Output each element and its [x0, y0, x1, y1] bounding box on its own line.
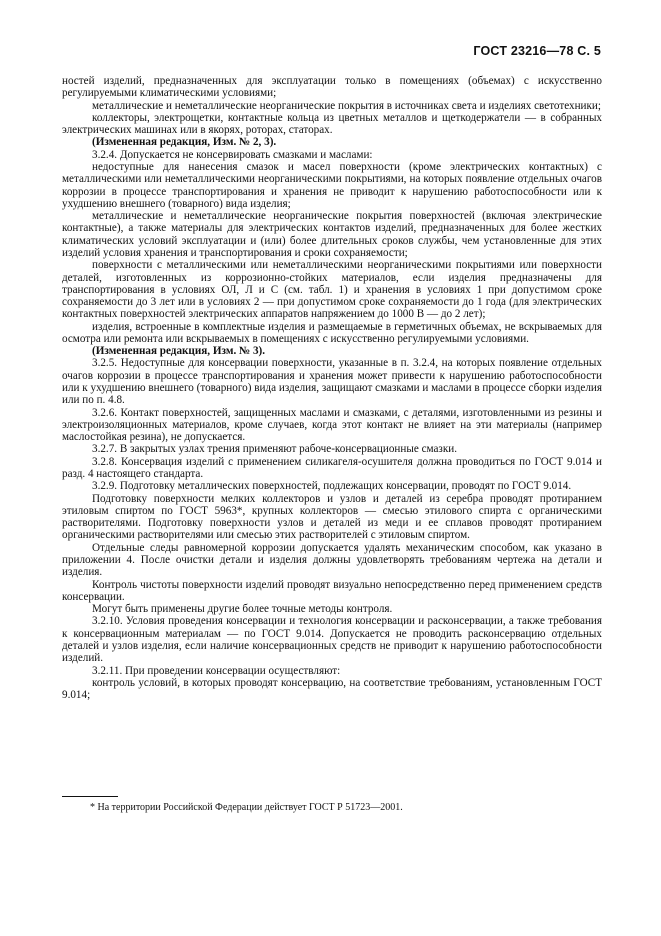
body-paragraph: металлические и неметаллические неорганические покрытия в источниках света и изделиях светотехники; — [92, 99, 601, 112]
body-paragraph: 3.2.10. Условия проведения консервации и технология консервации и расконсервации, а также требования к консервационным материалам — по ГОСТ 9.014. Допускается не проводить расконсервацию отдельных деталей и узлов изделия, если наличие консервационных средств не приводит к нарушению работоспособности изделий. — [62, 615, 602, 665]
body-paragraph: Могут быть применены другие более точные методы контроля. — [92, 603, 393, 616]
body-text — [62, 75, 602, 701]
body-paragraph: Контроль чистоты поверхности изделий проводят визуально непосредственно перед применением средств консервации. — [62, 578, 602, 603]
body-paragraph: Отдельные следы равномерной коррозии допускается удалять механическим способом, как указано в приложении 4. После очистки детали и изделия должны удовлетворять требованиям чертежа на детали и изделия. — [62, 541, 602, 579]
body-paragraph: 3.2.9. Подготовку металлических поверхностей, подлежащих консервации, проводят по ГОСТ 9.014. — [92, 480, 572, 493]
body-paragraph: коллекторы, электрощетки, контактные кольца из цветных металлов и щеткодержатели — в собранных электрических машинах или в якорях, роторах, статорах. — [62, 111, 602, 137]
body-paragraph: Подготовку поверхности мелких коллекторов и узлов и деталей из серебра проводят протиранием этиловым спиртом по ГОСТ 5963*, крупных коллекторов — смесью этилового спирта с органическими растворителями. Подготовку поверхности узлов и деталей из меди и ее сплавов проводят протиранием органическими растворителями или смесью этих растворителей с этиловым спиртом. — [62, 492, 602, 542]
body-paragraph: 3.2.11. При проведении консервации осуществляют: — [92, 664, 341, 677]
body-paragraph: недоступные для нанесения смазок и масел поверхности (кроме электрических контактных) с металлическими или неметаллическими неорганическими покрытиями, на которых появление отдельных очагов коррозии в процессе транспортирования и хранения не приводит к нарушению работоспособности или к ухудшению внешнего (товарного) вида изделия; — [62, 160, 602, 210]
body-paragraph: 3.2.4. Допускается не консервировать смазками и маслами: — [92, 148, 373, 161]
body-paragraph: 3.2.5. Недоступные для консервации поверхности, указанные в п. 3.2.4, на которых появление отдельных очагов коррозии в процессе транспортирования и хранения может привести к нарушению работоспособности или к ухудшению внешнего (товарного) вида изделия, защищают смазками и маслами в процессе сборки изделия или по п. 4.8. — [62, 357, 602, 407]
body-paragraph: контроль условий, в которых проводят консервацию, на соответствие требованиям, установленным ГОСТ 9.014; — [62, 676, 602, 702]
body-paragraph: 3.2.7. В закрытых узлах трения применяют рабоче-консервационные смазки. — [92, 443, 457, 456]
body-paragraph: поверхности с металлическими или неметаллическими неорганическими покрытиями или поверхности деталей, изготовленных из коррозионно-стойких материалов, если изделия предназначены для транспортирования в условиях ОЛ, Л и С (см. табл. 1) и хранения в условиях 1 при допустимом сроке сохраняемости до 3 лет или в условиях 2 — при допустимом сроке сохраняемости до 1 года (для электрических контактных поверхностей электрических аппаратов напряжением до 1000 В — до 2 лет); — [62, 259, 602, 321]
body-paragraph: ностей изделий, предназначенных для эксплуатации только в помещениях (объемах) с искусственно регулируемыми климатическими условиями; — [62, 75, 602, 100]
page-header: ГОСТ 23216—78 С. 5 — [473, 44, 601, 58]
footnote-divider — [62, 796, 118, 797]
body-paragraph: 3.2.6. Контакт поверхностей, защищенных маслами и смазками, с деталями, изготовленными из резины и электроизоляционных материалов, кроме случаев, когда этот контакт не влияет на эти материалы (например маслостойкая резина), не допускается. — [62, 406, 602, 444]
amendment-note: (Измененная редакция, Изм. № 2, 3). — [92, 136, 277, 149]
body-paragraph: 3.2.8. Консервация изделий с применением силикагеля-осушителя должна проводиться по ГОСТ 9.014 и разд. 4 настоящего стандарта. — [62, 455, 602, 480]
amendment-note: (Измененная редакция, Изм. № 3). — [92, 345, 266, 358]
footnote: * На территории Российской Федерации действует ГОСТ Р 51723—2001. — [90, 802, 403, 813]
body-paragraph: металлические и неметаллические неорганические покрытия поверхностей (включая электрические контактные), а также материалы для электрических контактов изделий, предназначенных для более жестких климатических условий эксплуатации и (или) более длительных сроков службы, чем установленные для этих изделий условия хранения и транспортирования и сроки сохраняемости; — [62, 210, 602, 259]
body-paragraph: изделия, встроенные в комплектные изделия и размещаемые в герметичных объемах, не вскрываемых для осмотра или ремонта или вскрываемых в помещениях с искусственно регулируемыми условиями. — [62, 320, 602, 345]
